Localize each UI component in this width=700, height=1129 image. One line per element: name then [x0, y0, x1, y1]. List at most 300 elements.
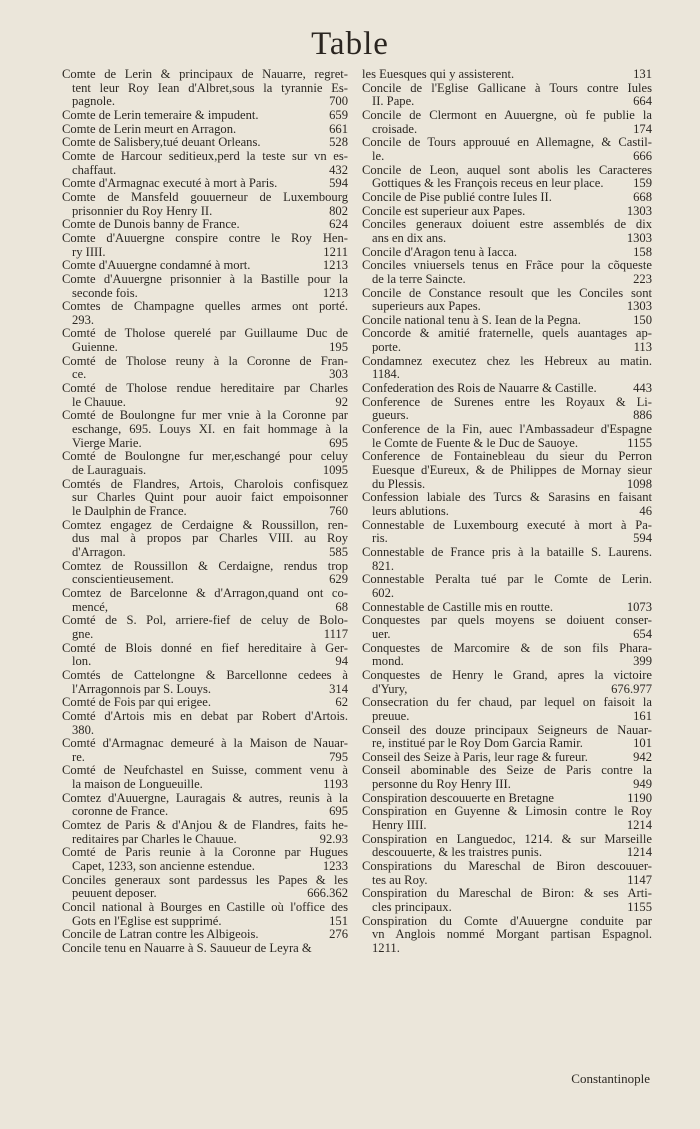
- index-entry-text: Confession labiale des Turcs & Sarasins en faisant: [362, 490, 652, 505]
- index-entry-text: II. Pape.: [372, 94, 415, 109]
- index-entry-text: Conciles vniuersels tenus en Frãce pour la cõqueste: [362, 258, 652, 273]
- page-reference: 528: [329, 135, 348, 150]
- index-entry-text: Concile de Clermont en Auuergne, où fe publie la: [362, 107, 652, 122]
- index-entry: [62, 177, 348, 191]
- index-entry: [62, 642, 348, 669]
- index-entry-line: [362, 464, 652, 478]
- page-reference: 68: [335, 599, 348, 614]
- page-reference: 174: [633, 121, 652, 136]
- page-reference: 1098: [626, 476, 652, 491]
- index-entry-line: [62, 437, 348, 451]
- index-entry-line: [362, 792, 652, 806]
- index-entry-text: Comte de Lerin meurt en Arragon.: [62, 121, 237, 136]
- index-entry-text: d'Arragon.: [72, 544, 126, 559]
- index-entry-text: ce.: [72, 367, 87, 382]
- index-entry-line: [362, 669, 652, 683]
- index-entry-text: tent leur Roy Iean d'Albret,sous la tyrannie Es-: [72, 80, 348, 95]
- index-entry-text: Comtés de Flandres, Artois, Charolois confisquez: [62, 476, 348, 491]
- index-entry-text: 602.: [372, 585, 395, 600]
- index-entry-text: sur Charles Quint pour auoir faict empoisonner: [72, 490, 348, 505]
- index-entry-line: [362, 710, 652, 724]
- catchword: Constantinople: [571, 1071, 650, 1086]
- index-entry-line: [362, 942, 652, 956]
- index-entry-line: [62, 614, 348, 628]
- index-entry-text: Concile national tenu à S. Iean de la Pegna.: [362, 312, 581, 327]
- page-reference: 760: [329, 504, 348, 518]
- index-entry-line: [62, 382, 348, 396]
- page-reference: 1147: [627, 872, 652, 887]
- index-entry-text: Gots en l'Eglise est supprimé.: [72, 913, 222, 928]
- index-entry-line: [362, 573, 652, 587]
- page-reference: 949: [633, 777, 652, 792]
- index-entry-line: [62, 860, 348, 874]
- index-entry-line: [362, 696, 652, 710]
- index-entry-line: [62, 573, 348, 587]
- index-entry-text: ans en dix ans.: [372, 230, 447, 245]
- index-entry-line: [62, 846, 348, 860]
- index-entry-text: Comté de Tholose querelé par Guillaume Duc de: [62, 326, 348, 341]
- index-entry-line: [62, 409, 348, 423]
- index-entry: [62, 355, 348, 382]
- index-entry: [62, 942, 348, 956]
- index-entry-line: [62, 792, 348, 806]
- index-entry-line: [362, 341, 652, 355]
- index-entry: [362, 805, 652, 832]
- page-reference: 1303: [626, 203, 652, 218]
- index-entry-line: [62, 683, 348, 697]
- index-entry-text: Comté de Neufchastel en Suisse, comment venu à: [62, 763, 348, 778]
- index-entry-line: [362, 628, 652, 642]
- index-entry: [362, 382, 652, 396]
- index-entry-text: Comté de S. Pol, arriere-fief de celuy de Bolo-: [62, 613, 348, 628]
- index-entry-text: le.: [372, 148, 385, 163]
- index-entry-line: [362, 683, 652, 697]
- index-entry-text: de Lauraguais.: [72, 463, 147, 478]
- index-entry: [62, 901, 348, 928]
- index-entry-line: [62, 300, 348, 314]
- index-entry-line: [62, 109, 348, 123]
- page-reference: 158: [633, 244, 652, 259]
- page-reference: 223: [633, 271, 652, 286]
- index-entry-line: [362, 164, 652, 178]
- index-entry-text: mencé,: [72, 599, 109, 614]
- index-entry-text: Comte de Lerin & principaux de Nauarre, regret-: [62, 67, 348, 81]
- index-entry: [62, 273, 348, 300]
- index-entry-line: [62, 901, 348, 915]
- index-entry-line: [362, 273, 652, 287]
- index-entry-text: Confederation des Rois de Nauarre & Castille.: [362, 381, 597, 396]
- index-entry-text: du Plessis.: [372, 476, 426, 491]
- index-entry-line: [62, 833, 348, 847]
- index-entry-text: reditaires par Charles le Chauue.: [72, 831, 237, 846]
- index-entry-text: Conspirations du Mareschal de Biron descouuer-: [362, 859, 652, 874]
- index-entry-line: [362, 587, 652, 601]
- index-entry-line: [362, 150, 652, 164]
- index-entry-text: Comte d'Armagnac executé à mort à Paris.: [62, 176, 278, 191]
- index-entry-text: Conseil des douze principaux Seigneurs de Nauar-: [362, 722, 652, 737]
- index-entry-text: Comtes de Champagne quelles armes ont porté.: [62, 299, 348, 314]
- index-entry-text: Gottiques & les François receus en leur place.: [372, 176, 604, 191]
- page-reference: 1211: [323, 244, 348, 259]
- index-entry: [62, 614, 348, 641]
- page-reference: 1303: [626, 299, 652, 314]
- index-entry-line: [362, 751, 652, 765]
- index-entry: [362, 792, 652, 806]
- index-entry-text: Comtés de Cattelongne & Barcellonne cedees à: [62, 667, 348, 682]
- index-entry-text: 1211.: [372, 941, 400, 955]
- index-entry-line: [362, 887, 652, 901]
- index-entry-line: [62, 423, 348, 437]
- page-reference: 101: [633, 736, 652, 751]
- index-entry: [362, 314, 652, 328]
- page-reference: 151: [329, 913, 348, 928]
- index-entry: [362, 136, 652, 163]
- index-entry-line: [62, 218, 348, 232]
- index-entry-text: coronne de France.: [72, 804, 169, 819]
- index-entry-text: preuue.: [372, 708, 410, 723]
- page-reference: 1117: [323, 626, 348, 641]
- index-entry-text: Comtez de Roussillon & Cerdaigne, rendus trop: [62, 558, 348, 573]
- index-entry-text: Comte de Salisbery,tué deuant Orleans.: [62, 135, 261, 150]
- index-entry: [362, 205, 652, 219]
- page-reference: 1155: [627, 435, 652, 450]
- page-reference: 195: [329, 340, 348, 355]
- index-entry-text: Vierge Marie.: [72, 435, 142, 450]
- index-entry-text: Comte d'Auuergne prisonnier à la Bastille pour la: [62, 271, 348, 286]
- index-entry-line: [62, 724, 348, 738]
- index-entry-line: [362, 450, 652, 464]
- index-entry-line: [362, 246, 652, 260]
- page-reference: 1303: [626, 230, 652, 245]
- page-reference: 1214: [626, 818, 652, 833]
- index-entry: [362, 751, 652, 765]
- index-entry-text: 821.: [372, 558, 395, 573]
- index-entry-text: descouuerte, & les traistres punis.: [372, 845, 542, 860]
- index-entry: [62, 109, 348, 123]
- page-reference: 46: [639, 504, 652, 518]
- index-entry: [62, 696, 348, 710]
- index-entry-text: gueurs.: [372, 408, 409, 423]
- index-entry: [62, 327, 348, 354]
- index-entry-text: Connestable de Luxembourg executé à mort à Pa-: [362, 517, 652, 532]
- index-entry: [62, 218, 348, 232]
- index-entry-text: tes au Roy.: [372, 872, 428, 887]
- index-entry: [362, 519, 652, 546]
- index-entry: [362, 109, 652, 136]
- page-reference: 695: [329, 804, 348, 819]
- index-entry: [362, 887, 652, 914]
- index-entry: [362, 915, 652, 956]
- index-entry-text: Connestable de France pris à la bataille S. Laurens.: [362, 544, 652, 559]
- index-entry-line: [362, 437, 652, 451]
- index-entry-text: Comte de Lerin temeraire & impudent.: [62, 107, 259, 122]
- page-reference: 1155: [627, 900, 652, 915]
- index-entry-text: Conspiration du Comte d'Auuergne conduite par: [362, 913, 652, 928]
- index-entry-text: personne du Roy Henry III.: [372, 777, 511, 792]
- index-entry-text: Conspiration en Languedoc, 1214. & sur Marseille: [362, 831, 652, 846]
- page-reference: 624: [329, 217, 348, 232]
- page-reference: 1095: [322, 463, 348, 478]
- index-entry-line: [62, 68, 348, 82]
- index-entry-text: d'Yury,: [372, 681, 408, 696]
- index-entry-line: [62, 327, 348, 341]
- page-reference: 802: [329, 203, 348, 218]
- page-reference: 1190: [627, 790, 652, 805]
- index-entry: [362, 601, 652, 615]
- index-entry-line: [62, 123, 348, 137]
- index-entry: [62, 150, 348, 177]
- index-entry-line: [362, 478, 652, 492]
- index-entry-text: Conference de Surenes entre les Royaux & Li-: [362, 394, 652, 409]
- index-entry: [362, 287, 652, 314]
- index-entry-line: [62, 751, 348, 765]
- page-reference: 113: [633, 340, 652, 355]
- index-entry-text: Concile de Leon, auquel sont abolis les Caracteres: [362, 162, 652, 177]
- index-entry-line: [362, 915, 652, 929]
- index-entry-text: Comtez de Barcelonne & d'Arragon,quand ont co-: [62, 585, 348, 600]
- index-entry-line: [362, 177, 652, 191]
- index-entry-text: seconde fois.: [72, 285, 138, 300]
- index-entry-line: [62, 519, 348, 533]
- index-entry-text: gne.: [72, 626, 94, 641]
- page-reference: 676.977: [611, 681, 652, 696]
- index-entry-text: Comte de Harcour seditieux,perd la teste sur vn es-: [62, 148, 348, 163]
- index-entry-line: [62, 805, 348, 819]
- index-entry-line: [362, 901, 652, 915]
- page-reference: 159: [633, 176, 652, 191]
- index-entry-line: [362, 327, 652, 341]
- index-entry: [62, 68, 348, 109]
- index-entry-text: Comté de Blois donné en fief hereditaire à Ger-: [62, 640, 348, 655]
- page-reference: 795: [329, 749, 348, 764]
- index-entry-text: Conspiration descouuerte en Bretagne: [362, 790, 554, 805]
- index-entry-line: [62, 478, 348, 492]
- index-entry-line: [362, 109, 652, 123]
- index-entry-line: [62, 355, 348, 369]
- index-entry-line: [62, 450, 348, 464]
- index-entry-line: [62, 874, 348, 888]
- index-entry-line: [62, 396, 348, 410]
- index-entry-text: Comte de Dunois banny de France.: [62, 217, 240, 232]
- index-entry-line: [62, 737, 348, 751]
- index-entry-text: conscientieusement.: [72, 572, 174, 587]
- right-index-column: [362, 68, 652, 956]
- index-entry: [362, 833, 652, 860]
- index-entry-text: Connestable Peralta tué par le Comte de Lerin.: [362, 572, 652, 587]
- index-entry: [62, 560, 348, 587]
- index-entry-text: pagnole.: [72, 94, 116, 109]
- index-entry-text: Comté de Tholose rendue hereditaire par Charles: [62, 381, 348, 396]
- index-entry-line: [62, 150, 348, 164]
- index-entry-text: prisonnier du Roy Henry II.: [72, 203, 213, 218]
- index-entry-text: Comté de Boulongne fur mer vnie à la Coronne par: [62, 408, 348, 423]
- index-entry-text: l'Arragonnois par S. Louys.: [72, 681, 212, 696]
- index-entry-text: Euesque d'Eureux, & de Philippes de Mornay sieur: [372, 463, 652, 478]
- index-entry: [362, 218, 652, 245]
- page-reference: 594: [329, 176, 348, 191]
- index-entry: [62, 928, 348, 942]
- index-entry-text: Condamnez executez chez les Hebreux au matin.: [362, 353, 652, 368]
- index-entry-line: [362, 505, 652, 519]
- index-entry-text: Conference de Fontainebleau du sieur du Perron: [362, 449, 652, 464]
- index-entry: [62, 300, 348, 327]
- index-entry: [362, 696, 652, 723]
- index-entry-text: croisade.: [372, 121, 418, 136]
- index-entry-text: Conspiration du Mareschal de Biron: & ses Arti-: [362, 886, 652, 901]
- index-entry: [62, 587, 348, 614]
- index-entry-line: [62, 696, 348, 710]
- index-entry: [62, 764, 348, 791]
- index-entry-text: leurs ablutions.: [372, 504, 449, 518]
- index-entry: [362, 669, 652, 696]
- index-entry-line: [362, 655, 652, 669]
- page-reference: 276: [329, 927, 348, 942]
- index-entry-text: Concil national à Bourges en Castille où l'office des: [62, 900, 348, 915]
- page-reference: 399: [633, 654, 652, 669]
- index-entry-line: [62, 491, 348, 505]
- index-entry-text: Concile de Latran contre les Albigeois.: [62, 927, 259, 942]
- index-entry-text: ry IIII.: [72, 244, 106, 259]
- index-entry-text: superieurs aux Papes.: [372, 299, 481, 314]
- index-entry-line: [62, 915, 348, 929]
- index-entry-line: [62, 259, 348, 273]
- index-entry: [62, 846, 348, 873]
- index-entry-text: la maison de Longueuille.: [72, 777, 203, 792]
- index-entry-text: le Comte de Fuente & le Duc de Sauoye.: [372, 435, 578, 450]
- index-entry: [62, 191, 348, 218]
- index-entry-text: Conseil des Seize à Paris, leur rage & fureur.: [362, 749, 588, 764]
- left-index-column: [62, 68, 348, 956]
- index-entry-line: [362, 778, 652, 792]
- index-entry: [362, 642, 652, 669]
- index-entry: [62, 382, 348, 409]
- index-entry-text: cles principaux.: [372, 900, 452, 915]
- index-entry-line: [362, 928, 652, 942]
- index-entry-line: [62, 560, 348, 574]
- index-entry-text: re, institué par le Roy Dom Garcia Ramir.: [372, 736, 583, 751]
- index-entry-line: [62, 505, 348, 519]
- index-entry-text: eschange, 695. Louys XI. en fait hommage à la: [72, 422, 348, 437]
- index-entry-line: [362, 764, 652, 778]
- index-entry-line: [62, 341, 348, 355]
- index-entry: [62, 259, 348, 273]
- index-entry-line: [362, 519, 652, 533]
- index-entry: [62, 123, 348, 137]
- index-entry-line: [362, 601, 652, 615]
- index-entry-line: [362, 737, 652, 751]
- index-entry-text: Conquestes par quels moyens se doiuent conser-: [362, 613, 652, 628]
- index-entry: [62, 450, 348, 477]
- page-reference: 666.362: [307, 886, 348, 901]
- index-entry-line: [62, 205, 348, 219]
- index-entry-text: les Euesques qui y assisterent.: [362, 67, 515, 81]
- page-reference: 629: [329, 572, 348, 587]
- index-entry: [62, 232, 348, 259]
- index-entry-line: [62, 819, 348, 833]
- index-entry-text: Concile est superieur aux Papes.: [362, 203, 526, 218]
- page-reference: 94: [335, 654, 348, 669]
- index-entry-text: chaffaut.: [72, 162, 117, 177]
- index-entry-text: peuuent deposer.: [72, 886, 157, 901]
- index-entry: [362, 450, 652, 491]
- index-entry-text: Capet, 1233, son ancienne estendue.: [72, 859, 255, 874]
- index-entry-line: [362, 232, 652, 246]
- index-entry: [62, 792, 348, 819]
- index-entry-line: [62, 669, 348, 683]
- index-entry: [62, 710, 348, 737]
- page-reference: 314: [329, 681, 348, 696]
- index-entry: [362, 423, 652, 450]
- index-entry: [62, 737, 348, 764]
- index-entry-line: [362, 560, 652, 574]
- index-entry-text: Comté d'Armagnac demeuré à la Maison de Nauar-: [62, 736, 348, 751]
- index-entry-line: [62, 314, 348, 328]
- page-reference: 161: [633, 708, 652, 723]
- index-entry-line: [362, 136, 652, 150]
- index-entry: [362, 68, 652, 82]
- index-entry-text: Comtez engagez de Cerdaigne & Roussillon, ren-: [62, 517, 348, 532]
- index-entry-text: Comte d'Auuergne condamné à mort.: [62, 258, 251, 273]
- index-entry-text: porte.: [372, 340, 402, 355]
- index-entry-line: [362, 874, 652, 888]
- index-entry-line: [62, 764, 348, 778]
- page-reference: 654: [633, 626, 652, 641]
- page-reference: 661: [329, 121, 348, 136]
- index-entry-line: [62, 628, 348, 642]
- index-entry: [362, 491, 652, 518]
- page-reference: 1193: [323, 777, 348, 792]
- index-entry-text: Conquestes de Marcomire & de son fils Phara-: [362, 640, 652, 655]
- index-entry-line: [62, 710, 348, 724]
- page-reference: 92: [335, 394, 348, 409]
- index-entry-line: [62, 778, 348, 792]
- index-entry-line: [62, 532, 348, 546]
- index-entry-text: Conseil abominable des Seize de Paris contre la: [362, 763, 652, 778]
- index-entry-text: Comté de Tholose reuny à la Coronne de Fran-: [62, 353, 348, 368]
- index-entry-text: 1184.: [372, 367, 400, 382]
- page-reference: 1233: [322, 859, 348, 874]
- index-entry-text: Comté d'Artois mis en debat par Robert d'Artois.: [62, 708, 348, 723]
- index-entry-text: Comte de Mansfeld gouuerneur de Luxembourg: [62, 189, 348, 204]
- page-reference: 695: [329, 435, 348, 450]
- index-entry-line: [362, 218, 652, 232]
- page-reference: 1214: [626, 845, 652, 860]
- index-entry-text: Connestable de Castille mis en routte.: [362, 599, 553, 614]
- page-reference: 668: [633, 189, 652, 204]
- index-entry: [362, 764, 652, 791]
- index-entry-text: re.: [72, 749, 85, 764]
- index-entry-line: [362, 355, 652, 369]
- index-entry-line: [362, 396, 652, 410]
- index-entry-text: Consecration du fer chaud, par lequel on faisoit la: [362, 695, 652, 710]
- page-reference: 150: [633, 312, 652, 327]
- index-entry-line: [62, 887, 348, 901]
- index-entry-text: mond.: [372, 654, 404, 669]
- index-entry-text: Comté de Boulongne fur mer,eschangé pour celuy: [62, 449, 348, 464]
- index-entry-text: 293.: [72, 312, 95, 327]
- index-entry: [362, 724, 652, 751]
- index-entry-line: [62, 642, 348, 656]
- page-reference: 700: [329, 94, 348, 109]
- index-entry-line: [362, 860, 652, 874]
- index-entry-line: [62, 601, 348, 615]
- page-reference: 594: [633, 531, 652, 546]
- index-entry-line: [62, 587, 348, 601]
- index-entry-line: [62, 368, 348, 382]
- index-entry-line: [362, 724, 652, 738]
- index-entry-line: [362, 82, 652, 96]
- index-entry-text: Conciles generaux doiuent estre assemblés de dix: [362, 217, 652, 232]
